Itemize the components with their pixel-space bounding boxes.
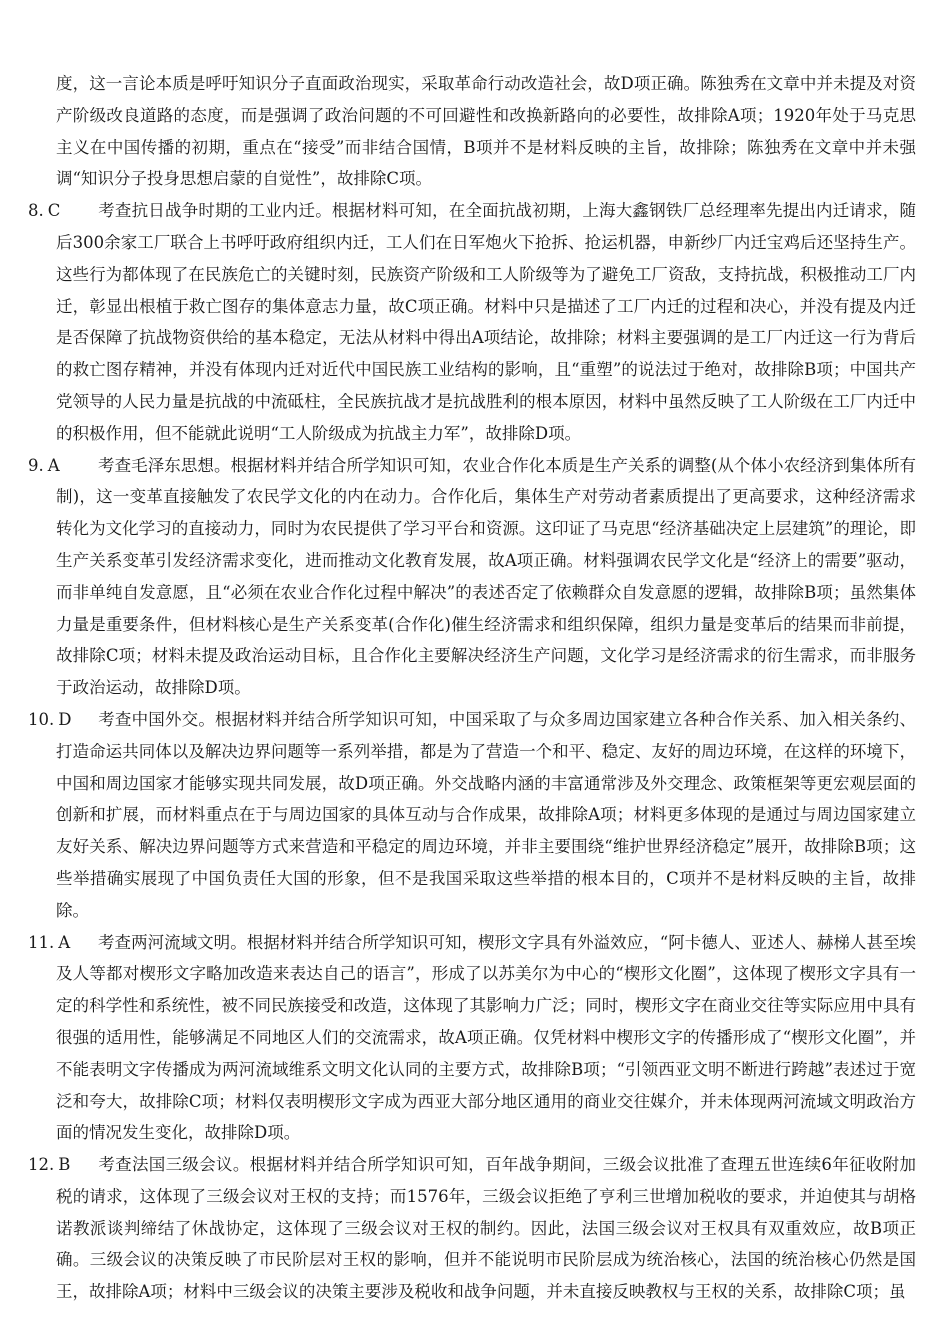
- item-11: [28, 927, 916, 1150]
- item-11-answer: A: [58, 932, 71, 952]
- item-10: [28, 704, 916, 927]
- item-8-answer: C: [47, 201, 61, 221]
- answer-explanations: [28, 68, 916, 1308]
- item-8-text: 考查抗日战争时期的工业内迁。根据材料可知，在全面抗战初期，上海大鑫钢铁厂总经理率先提出内迁请求，随后300余家工厂联合上书呼吁政府组织内迁，工人们在日军炮火下抢拆、抢运机器，申新纱厂内迁宝鸡后还坚持生产。这些行为都体现了在民族危亡的关键时刻，民族资产阶级和工人阶级等为了避免工厂资敌，支持抗战，积极推动工厂内迁，彰显出根植于救亡图存的集体意志力量，故C项正确。材料中只是描述了工厂内迁的过程和决心，并没有提及内迁是否保障了抗战物资供给的基本稳定，无法从材料中得出A项结论，故排除；材料主要强调的是工厂内迁这一行为背后的救亡图存精神，并没有体现内迁对近代中国民族工业结构的影响，且“重塑”的说法过于绝对，故排除B项；中国共产党领导的人民力量是抗战的中流砥柱，全民族抗战才是抗战胜利的根本原因，材料中虽然反映了工人阶级在工厂内迁中的积极作用，但不能就此说明“工人阶级成为抗战主力军”，故排除D项。: [56, 201, 916, 443]
- item-10-number: 10. D: [28, 709, 72, 729]
- item-12: [28, 1149, 916, 1308]
- item-9-number: 9. A: [28, 455, 60, 475]
- item-12-number: 12. B: [28, 1155, 71, 1175]
- item-9-text: 考查毛泽东思想。根据材料并结合所学知识可知，农业合作化本质是生产关系的调整(从个体小农经济到集体所有制)，这一变革直接触发了农民学文化的内在动力。合作化后，集体生产对劳动者素质提出了更高要求，这种经济需求转化为文化学习的直接动力，同时为农民提供了学习平台和资源。这印证了马克思“经济基础决定上层建筑”的理论，即生产关系变革引发经济需求变化，进而推动文化教育发展，故A项正确。材料强调农民学文化是“经济上的需要”驱动，而非单纯自发意愿，且“必须在农业合作化过程中解决”的表述否定了依赖群众自发意愿的逻辑，故排除B项；虽然集体力量是重要条件，但材料核心是生产关系变革(合作化)催生经济需求和组织保障，组织力量是变革后的结果而非前提，故排除C项；材料未提及政治运动目标，且合作化主要解决经济生产问题，文化学习是经济需求的衍生需求，而非服务于政治运动，故排除D项。: [56, 455, 916, 698]
- item-8: [28, 195, 916, 449]
- item-12-text: 考查法国三级会议。根据材料并结合所学知识可知，百年战争期间，三级会议批准了查理五世连续6年征收附加税的请求，这体现了三级会议对王权的支持；而1576年，三级会议拒绝了亨利三世增加税收的要求，并迫使其与胡格诺教派谈判缔结了休战协定，这体现了三级会议对王权的制约。因此，法国三级会议对王权具有双重效应，故B项正确。三级会议的决策反映了市民阶层对王权的影响，但并不能说明市民阶层成为统治核心，法国的统治核心仍然是国王，故排除A项；材料中三级会议的决策主要涉及税收和战争问题，并未直接反映教权与王权的关系，故排除C项；虽: [56, 1155, 916, 1302]
- item-11-text: 考查两河流域文明。根据材料并结合所学知识可知，楔形文字具有外溢效应，“阿卡德人、亚述人、赫梯人甚至埃及人等都对楔形文字略加改造来表达自己的语言”，形成了以苏美尔为中心的“楔形文化圈”，这体现了楔形文字具有一定的科学性和系统性，被不同民族接受和改造，这体现了其影响力广泛；同时，楔形文字在商业交往等实际应用中具有很强的适用性，能够满足不同地区人们的交流需求，故A项正确。仅凭材料中楔形文字的传播形成了“楔形文化圈”，并不能表明文字传播成为两河流域维系文明文化认同的主要方式，故排除B项；“引领西亚文明不断进行跨越”表述过于宽泛和夸大，故排除C项；材料仅表明楔形文字成为西亚大部分地区通用的商业交往媒介，并未体现两河流域文明政治方面的情况发生变化，故排除D项。: [56, 932, 916, 1143]
- item-9-answer: A: [47, 455, 60, 475]
- item-11-number: 11. A: [28, 932, 71, 952]
- item-10-text: 考查中国外交。根据材料并结合所学知识可知，中国采取了与众多周边国家建立各种合作关系、加入相关条约、打造命运共同体以及解决边界问题等一系列举措，都是为了营造一个和平、稳定、友好的周边环境，在这样的环境下，中国和周边国家才能够实现共同发展，故D项正确。外交战略内涵的丰富通常涉及外交理念、政策框架等更宏观层面的创新和扩展，而材料重点在于与周边国家的具体互动与合作成果，故排除A项；材料更多体现的是通过与周边国家建立友好关系、解决边界问题等方式来营造和平稳定的周边环境，并非主要围绕“维护世界经济稳定”展开，故排除B项；这些举措确实展现了中国负责任大国的形象，但不是我国采取这些举措的根本目的，C项并不是材料反映的主旨，故排除。: [56, 709, 916, 920]
- intro-paragraph: 度，这一言论本质是呼吁知识分子直面政治现实，采取革命行动改造社会，故D项正确。陈独秀在文章中并未提及对资产阶级改良道路的态度，而是强调了政治问题的不可回避性和改换新路向的必要性，故排除A项；1920年处于马克思主义在中国传播的初期，重点在“接受”而非结合国情，B项并不是材料反映的主旨，故排除；陈独秀在文章中并未强调“知识分子投身思想启蒙的自觉性”，故排除C项。: [56, 74, 916, 189]
- item-10-answer: D: [58, 709, 72, 729]
- item-8-number: 8. C: [28, 201, 61, 221]
- item-12-answer: B: [58, 1155, 71, 1175]
- item-9: [28, 450, 916, 704]
